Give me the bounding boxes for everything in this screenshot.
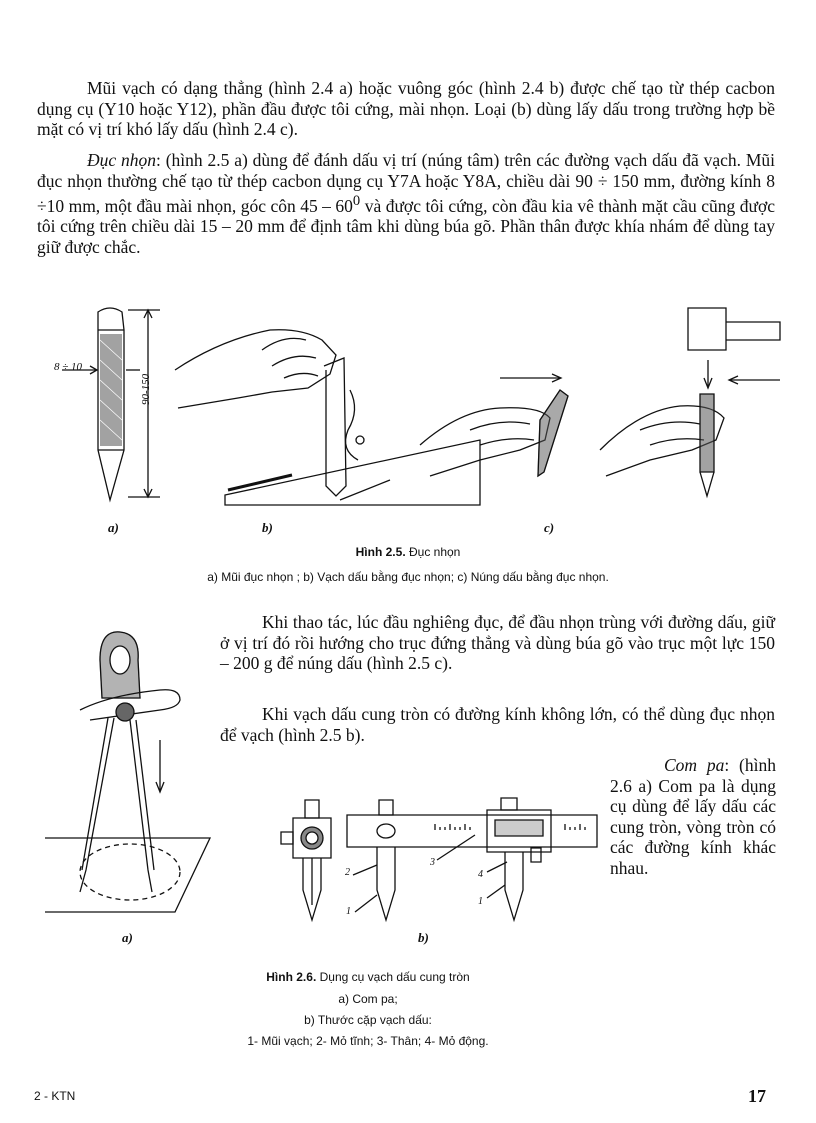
center-punch-text-b: và được tôi cứng, còn đầu kia vê thành mặt cầu cũng được tôi cứng trên chiều dài 15 – 20 mm để định tâm khi dùng búa gõ. Phần thân được khía nhám để dùng tay giữ được chắc. [37,195,775,257]
center-punch-text-a: : (hình 2.5 a) dùng để đánh dấu vị trí (núng tâm) trên các đường vạch dấu đã vạch. Mũi đục nhọn thường chế tạo từ thép cacbon dụng cụ Y7A hoặc Y8A, chiều dài 90 ÷ 150 mm, đường kính 8 ÷10 mm, một đầu mài nhọn, góc côn 45 – 60 [37,150,775,216]
fig-2-6-label-a: a) [122,930,133,945]
fig-2-5-subcaption: a) Mũi đục nhọn ; b) Vạch dấu bằng đục nhọn; c) Núng dấu bằng đục nhọn. [207,570,609,584]
figure-2-5-drawing [40,300,780,530]
degree-superscript: 0 [352,193,361,209]
part-label-1b: 1 [478,896,483,907]
fig-2-5-caption [40,545,776,559]
fig-2-6-caption-title: Hình 2.6. [266,970,317,984]
fig-2-5-label-c: c) [544,520,555,535]
paragraph-scriber: Mũi vạch có dạng thẳng (hình 2.4 a) hoặc vuông góc (hình 2.4 b) được chế tạo từ thép cacbon dụng cụ (Y10 hoặc Y12), phần đầu được tôi cứng, mài nhọn. Loại (b) dùng lấy dấu trong trường hợp bề mặt có vị trí khó lấy dấu (hình 2.4 c). [37,78,775,139]
paragraph-arc-marking: Khi vạch dấu cung tròn có đường kính không lớn, có thể dùng đục nhọn để vạch (hình 2.5 b). [220,704,775,745]
footer-source: 2 - KTN [34,1089,76,1103]
marking-caliper-drawing [275,790,600,930]
hand-marking-illustration [175,330,480,505]
hammer-striking-illustration [600,308,780,496]
hand-tilted-punch-illustration [420,374,568,476]
paragraph-center-punch [37,150,775,257]
compass-text: : (hình 2.6 a) Com pa là dụng cụ dùng để lấy dấu các cung tròn, vòng tròn có các đường kính khác nhau. [610,755,776,878]
page-number: 17 [748,1086,766,1106]
dim-length-label: 90-150 [140,373,152,405]
fig-2-6-caption-line2: a) Com pa; [338,992,398,1006]
part-label-4: 4 [478,869,483,880]
fig-2-6-caption [40,970,696,984]
paragraph-operation: Khi thao tác, lúc đầu nghiêng đục, để đầu nhọn trùng với đường dấu, giữ ở vị trí đó rồi hướng cho trục đứng thẳng và dùng búa gõ vào trục một lực 150 – 200 g để núng dấu (hình 2.5 c). [220,612,775,673]
term-compass: Com pa [664,755,725,775]
fig-2-5-label-a: a) [108,520,119,535]
term-center-punch: Đục nhọn [87,150,156,170]
compass-drawing [40,620,220,930]
part-label-1a: 1 [346,906,351,917]
fig-2-6-caption-line3: b) Thước cặp vạch dấu: [304,1013,432,1027]
part-label-2: 2 [345,867,350,878]
fig-2-6-label-b: b) [418,930,429,945]
fig-2-5-label-b: b) [262,520,273,535]
part-label-3: 3 [430,857,435,868]
fig-2-6-caption-line4: 1- Mũi vạch; 2- Mỏ tĩnh; 3- Thân; 4- Mỏ động. [247,1034,489,1048]
paragraph-compass [610,755,776,878]
fig-2-5-caption-title: Hình 2.5. [355,545,406,559]
dim-diameter-label: 8 ÷ 10 [54,361,83,373]
fig-2-5-caption-name: Đục nhọn [405,545,461,559]
fig-2-6-caption-name: Dụng cụ vạch dấu cung tròn [316,970,470,984]
